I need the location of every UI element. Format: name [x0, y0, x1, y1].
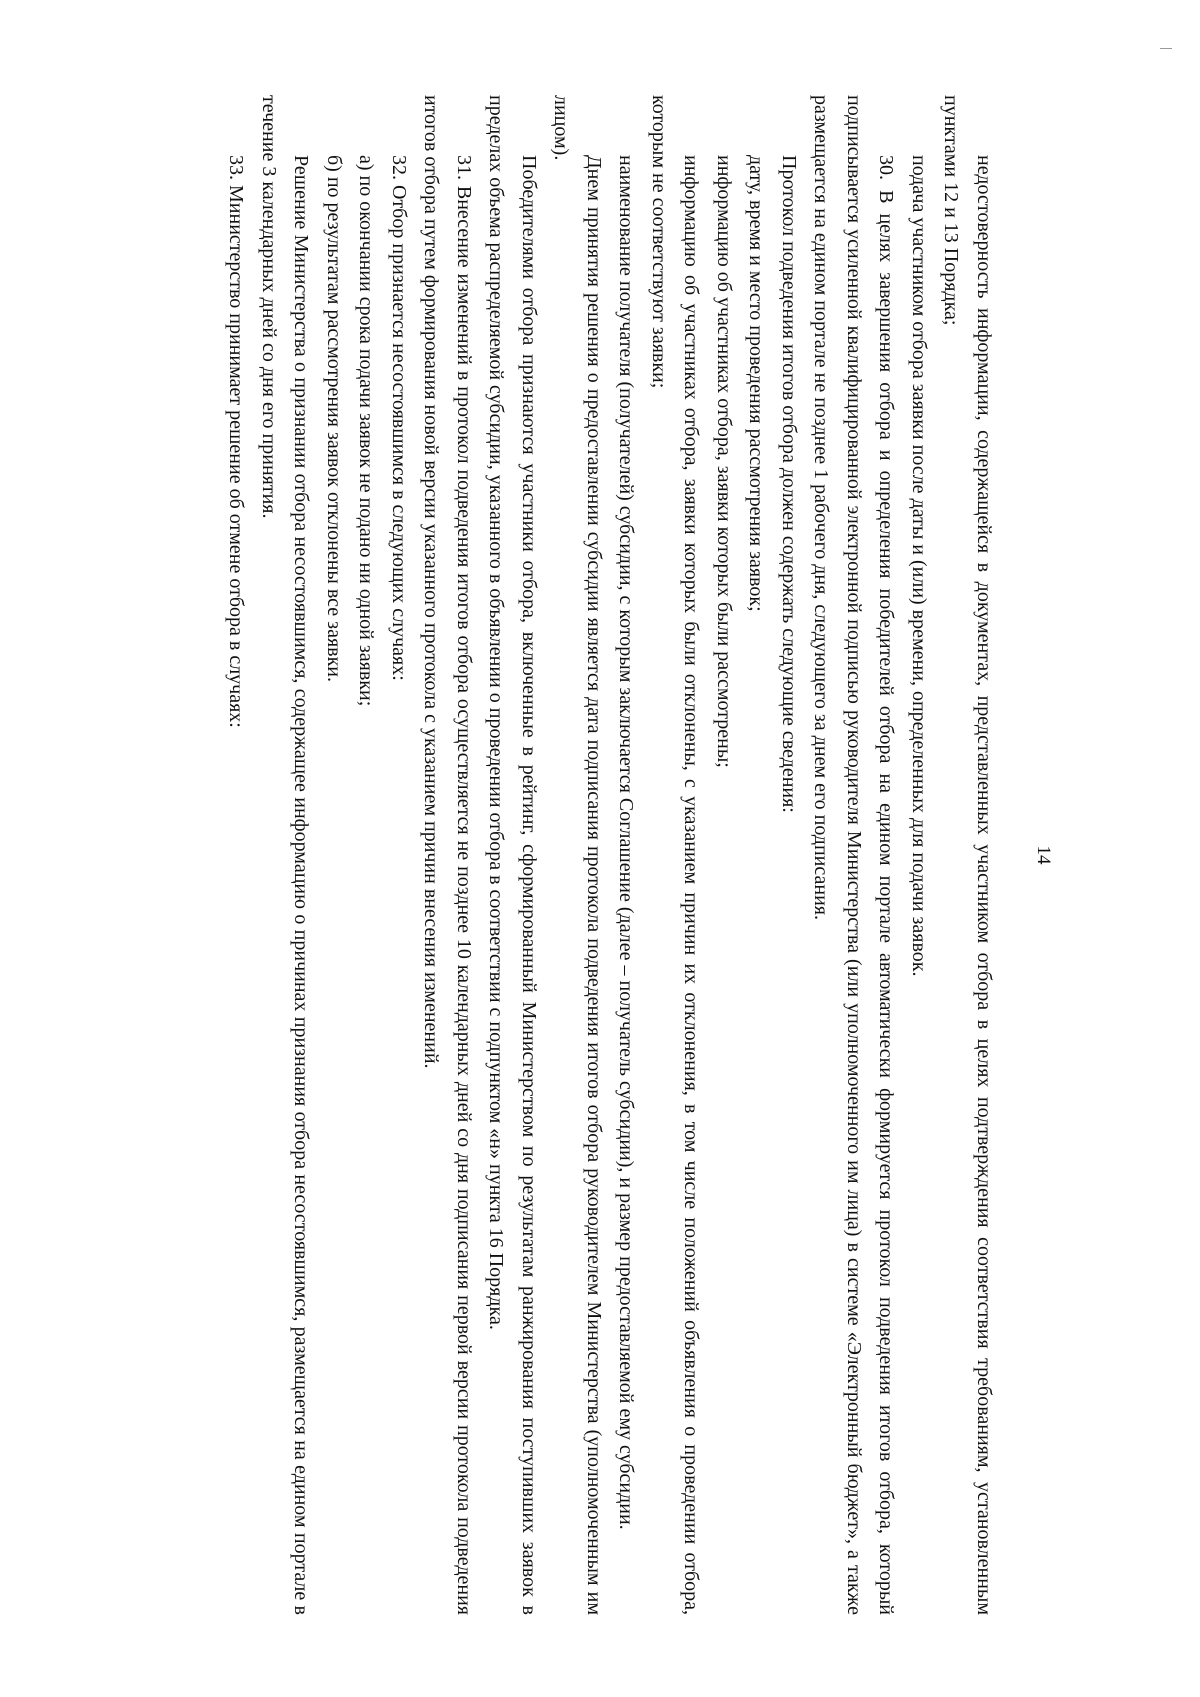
paragraph: Решение Министерства о признании отбора несостоявшимся, содержащее информацию о причинах признания отбора несостоявшимся, размещается на едином портале в течение 3 календарных дней со дня его принятия.	[258, 95, 313, 1615]
paragraph: подача участником отбора заявки после даты и (или) времени, определенных для подачи заявок.	[908, 155, 930, 977]
paragraph: б) по результатам рассмотрения заявок отклонены все заявки.	[323, 155, 345, 683]
paragraph: а) по окончании срока подачи заявок не подано ни одной заявки;	[355, 155, 378, 707]
page-number: 14	[1033, 845, 1054, 865]
paragraph: 31. Внесение изменений в протокол подведения итогов отбора осуществляется не позднее 10 календарных дней со дня подписания первой версии протокола подведения итогов отбора путем формирования новой версии указанного протокола с указанием причин внесения изменений.	[420, 95, 475, 1615]
paragraph: информацию об участниках отбора, заявки которых были рассмотрены;	[713, 155, 735, 768]
body-text	[220, 95, 1000, 1615]
paragraph: 32. Отбор признается несостоявшимся в следующих случаях:	[388, 155, 410, 681]
paragraph: наименование получателя (получателей) субсидии, с которым заключается Соглашение (далее – получатель субсидии), и размер предоставляемой ему субсидии.	[615, 155, 638, 1530]
paragraph: дату, время и место проведения рассмотрения заявок;	[745, 155, 768, 612]
paragraph: информацию об участниках отбора, заявки которых были отклонены, с указанием причин их отклонения, в том числе положений объявления о проведении отбора, которым не соответствуют заявки;	[648, 95, 703, 1615]
paragraph: Днем принятия решения о предоставлении субсидии является дата подписания протокола подведения итогов отбора руководителем Министерства (уполномоченным им лицом).	[550, 95, 605, 1615]
paragraph: Протокол подведения итогов отбора должен содержать следующие сведения:	[778, 155, 800, 813]
scan-edge-mark	[1160, 48, 1172, 49]
paragraph: 30. В целях завершения отбора и определения победителей отбора на едином портале автоматически формируется протокол подведения итогов отбора, который подписывается усиленной квалифицированной электронной подписью руководителя Министерства (или уполномоченного им лица) в системе «Электронный бюджет», а также размещается на едином портале не позднее 1 рабочего дня, следующего за днем его подписания.	[810, 95, 898, 1615]
rotated-content	[165, 95, 1055, 1615]
paragraph: недостоверность информации, содержащейся в документах, представленных участником отбора в целях подтверждения соответствия требованиям, установленным пунктами 12 и 13 Порядка;	[940, 95, 995, 1615]
paragraph: Победителями отбора признаются участники отбора, включенные в рейтинг, сформированный Министерством по результатам ранжирования поступивших заявок в пределах объема распределяемой субсидии, указанного в объявлении о проведении отбора в соответствии с подпунктом «н» пункта 16 Порядка.	[485, 95, 540, 1615]
paragraph: 33. Министерство принимает решение об отмене отбора в случаях:	[225, 155, 248, 728]
